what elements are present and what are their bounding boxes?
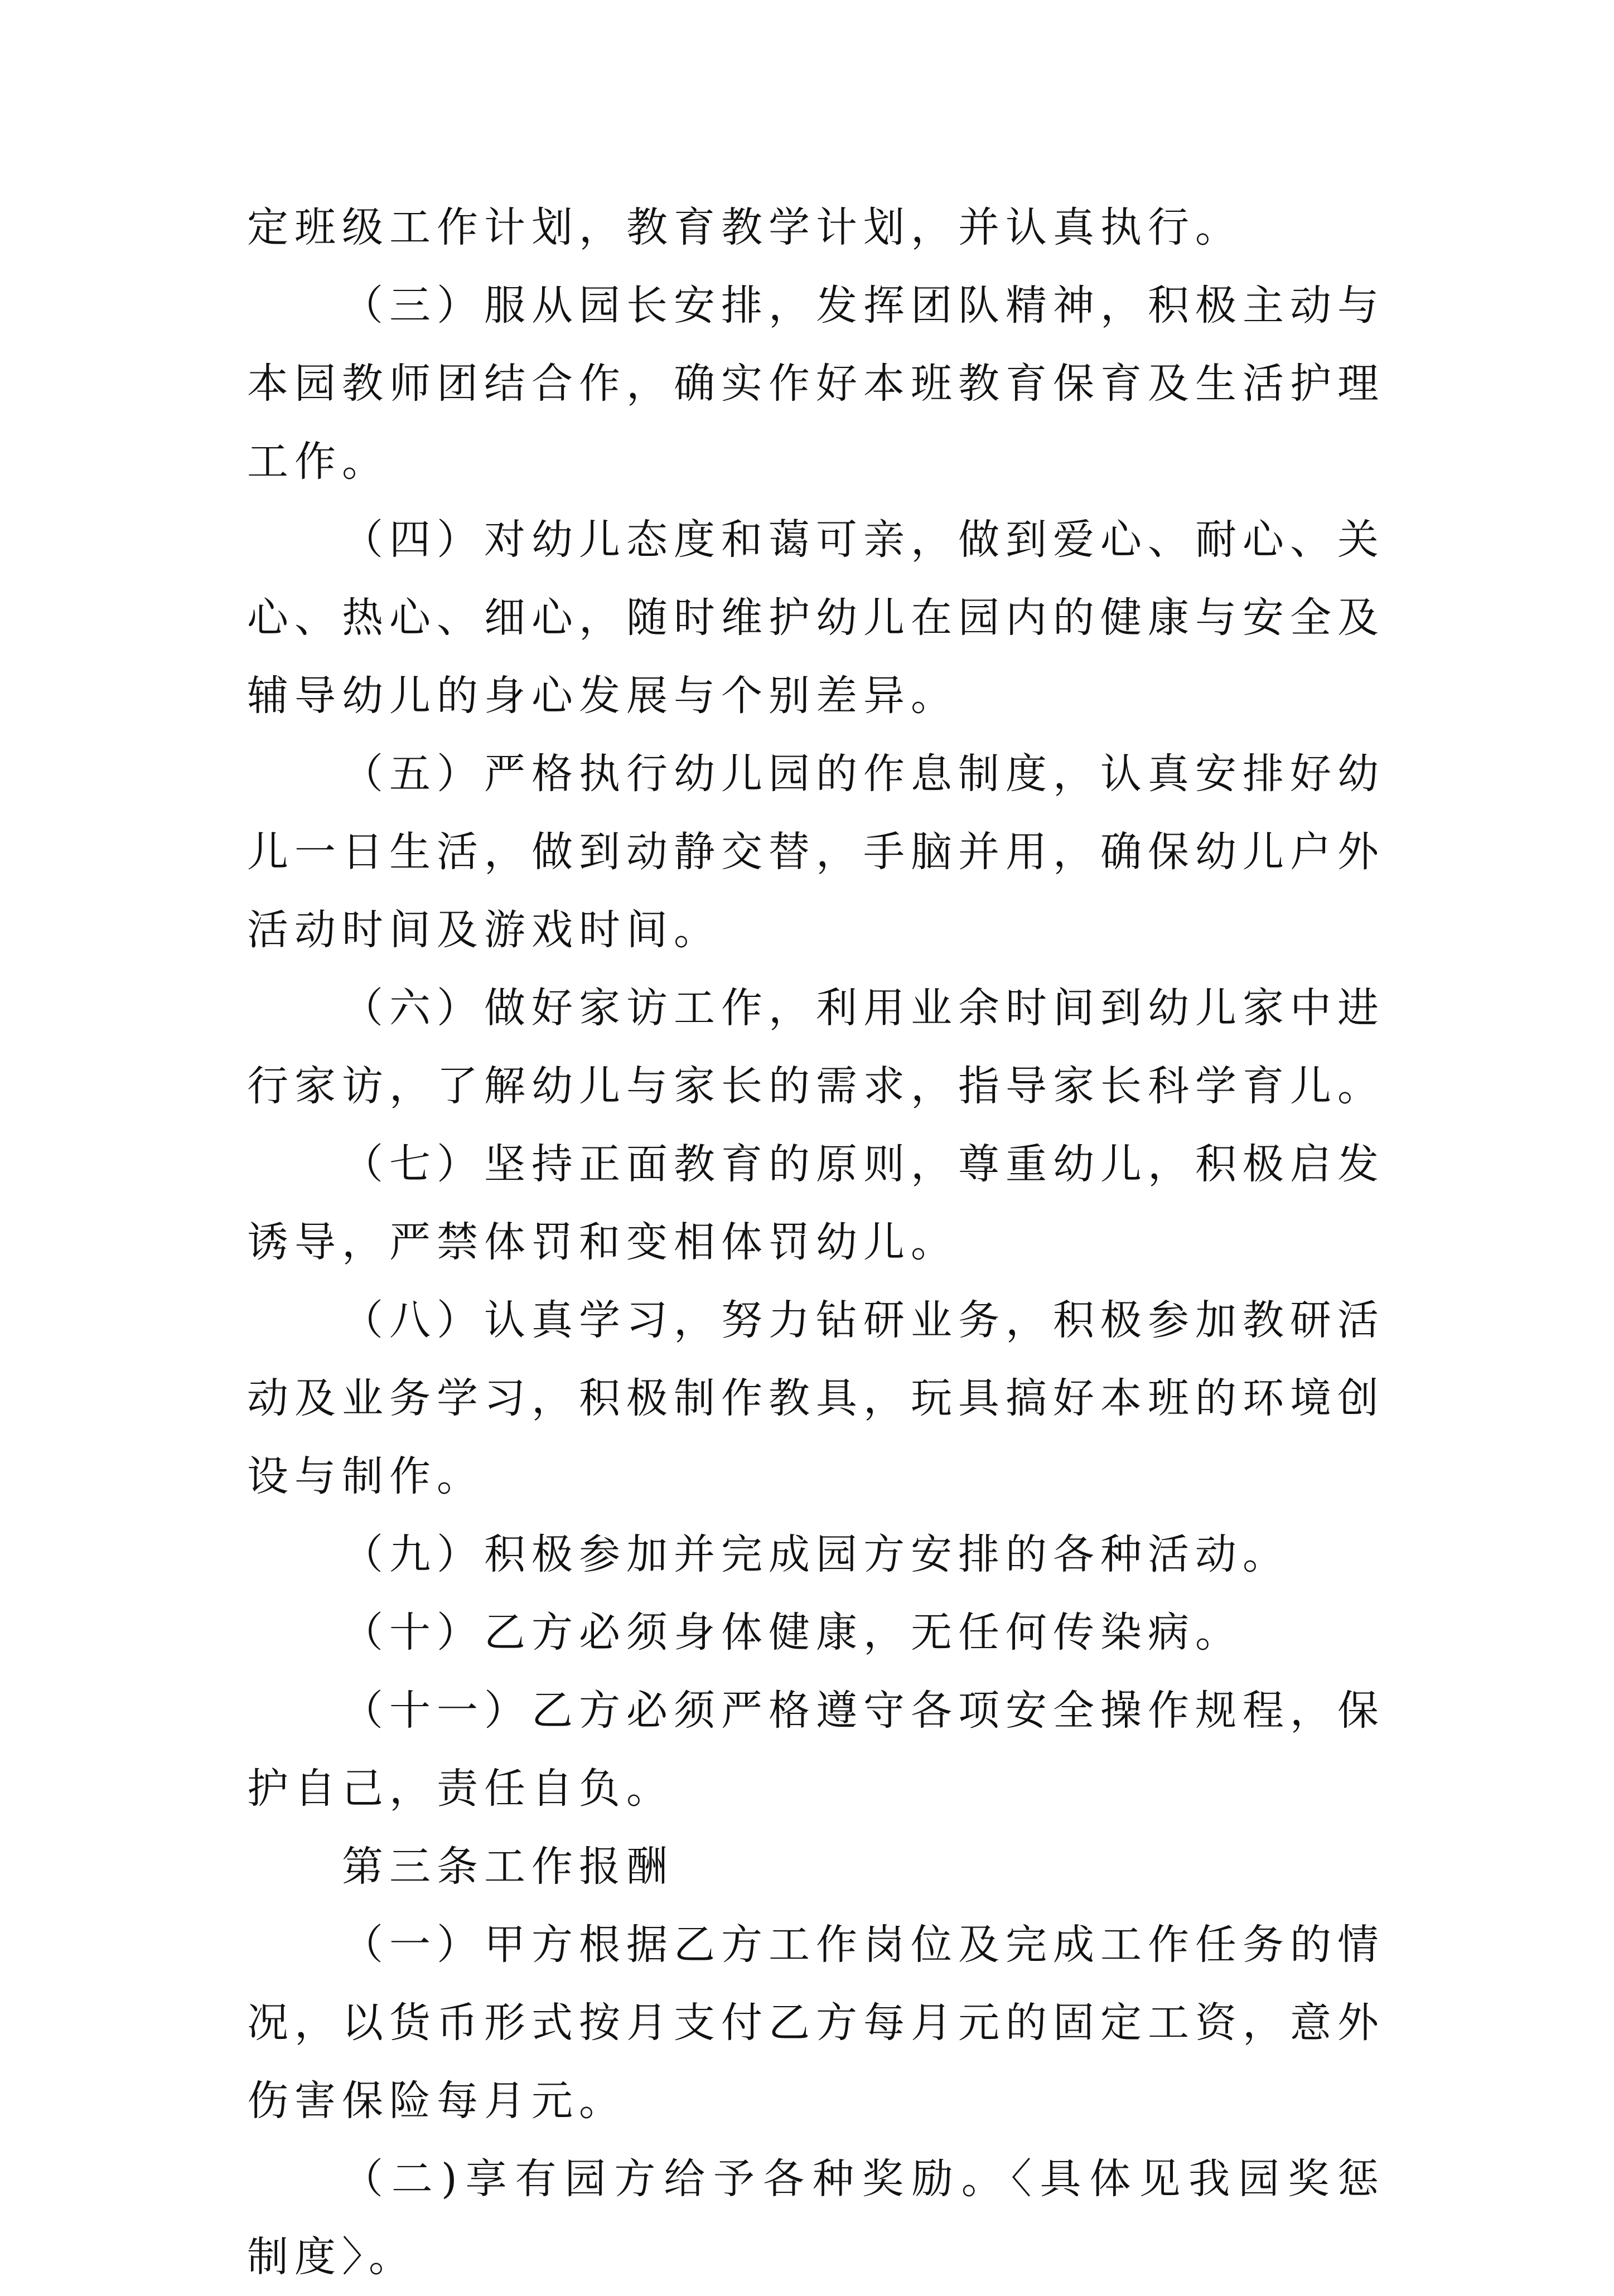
paragraph-item-7: （七）坚持正面教育的原则，尊重幼儿，积极启发诱导，严禁体罚和变相体罚幼儿。 [247,1140,1385,1266]
paragraph-pay-1: （一）甲方根据乙方工作岗位及完成工作任务的情况，以货币形式按月支付乙方每月元的固定工资，意外伤害保险每月元。 [247,1921,1385,2125]
paragraph-item-9: （九）积极参加并完成园方安排的各种活动。 [342,1530,1290,1578]
document-body [247,188,1385,2296]
paragraph-pay-2: （二)享有园方给予各种奖励。〈具体见我园奖惩制度〉。 [247,2155,1385,2281]
article-3-heading: 第三条工作报酬 [342,1843,674,1891]
paragraph-item-6: （六）做好家访工作，利用业余时间到幼儿家中进行家访，了解幼儿与家长的需求，指导家长科学育儿。 [247,984,1385,1110]
paragraph-item-4: （四）对幼儿态度和蔼可亲，做到爱心、耐心、关心、热心、细心，随时维护幼儿在园内的健康与安全及辅导幼儿的身心发展与个别差异。 [247,516,1385,720]
paragraph-item-8: （八）认真学习，努力钻研业务，积极参加教研活动及业务学习，积极制作教具，玩具搞好本班的环境创设与制作。 [247,1296,1385,1500]
paragraph-continuation: 定班级工作计划，教育教学计划，并认真执行。 [247,204,1243,251]
paragraph-item-3: （三）服从园长安排，发挥团队精神，积极主动与本园教师团结合作，确实作好本班教育保育及生活护理工作。 [247,282,1385,486]
paragraph-item-11: （十一）乙方必须严格遵守各项安全操作规程，保护自己，责任自负。 [247,1687,1385,1813]
paragraph-item-5: （五）严格执行幼儿园的作息制度，认真安排好幼儿一日生活，做到动静交替，手脑并用，确保幼儿户外活动时间及游戏时间。 [247,750,1385,954]
paragraph-item-10: （十）乙方必须身体健康，无任何传染病。 [342,1609,1243,1656]
